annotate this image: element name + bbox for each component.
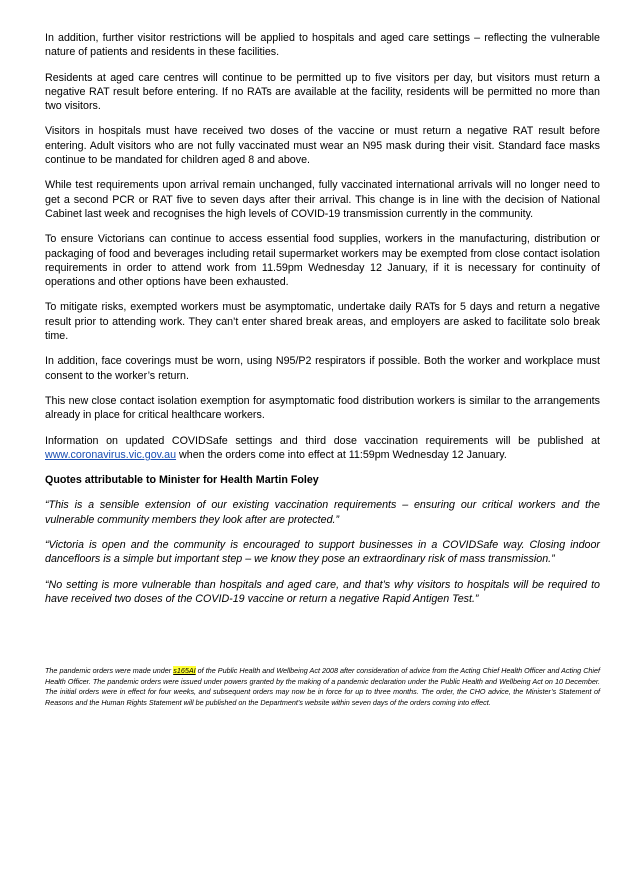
footnote-section-link[interactable]: s165AI xyxy=(173,666,196,675)
quote-dancefloors: “Victoria is open and the community is encouraged to support businesses in a COVIDSafe way. Closing indoor dancefloors is a simple but important step – we know they pose an extraordinary risk of mass transmission.” xyxy=(45,539,600,566)
paragraph-visitor-restrictions: In addition, further visitor restrictions will be applied to hospitals and aged care settings – reflecting the vulnerable nature of patients and residents in these facilities. xyxy=(45,32,600,59)
info-text-before: Information on updated COVIDSafe settings and third dose vaccination requirements will be published at xyxy=(45,434,600,447)
paragraph-aged-care: Residents at aged care centres will continue to be permitted up to five visitors per day, but visitors must return a negative RAT result before entering. If no RATs are available at the facility, residents will be permitted no more than two visitors. xyxy=(45,71,600,113)
info-text-after: when the orders come into effect at 11:59pm Wednesday 12 January. xyxy=(176,448,507,461)
footnote-text-after: of the Public Health and Wellbeing Act 2008 after consideration of advice from the Acting Chief Health Officer and Acting Chief Health Officer. The pandemic orders were issued under powers granted by the making of a pandemic declaration under the Public Health and Wellbeing Act on 10 December. The initial orders were in effect for four weeks, and subsequent orders may now be in force for up to three months. The order, the CHO advice, the Minister’s Statement of Reasons and the Human Rights Statement will be published on the Department’s website within seven days of the orders coming into effect. xyxy=(45,666,600,707)
paragraph-international-arrivals: While test requirements upon arrival remain unchanged, fully vaccinated international arrivals will no longer need to get a second PCR or RAT five to seven days after their arrival. This change is in line with the decision of National Cabinet last week and recognises the high levels of COVID-19 transmission currently in the community. xyxy=(45,179,600,220)
paragraph-hospital-visitors: Visitors in hospitals must have received two doses of the vaccine or must return a negative RAT result before entering. Adult visitors who are not fully vaccinated must wear an N95 mask during their visit. Standard face masks continue to be mandated for children aged 8 and above. xyxy=(45,125,600,167)
paragraph-information xyxy=(45,434,600,463)
coronavirus-website-link[interactable]: www.coronavirus.vic.gov.au xyxy=(45,448,177,461)
paragraph-exemption: This new close contact isolation exemption for asymptomatic food distribution workers is similar to the arrangements already in place for critical healthcare workers. xyxy=(45,394,600,422)
footnote xyxy=(45,666,600,708)
quotes-heading: Quotes attributable to Minister for Health Martin Foley xyxy=(45,474,319,487)
quote-hospitals: “No setting is more vulnerable than hospitals and aged care, and that’s why visitors to hospitals will be required to have received two doses of the COVID-19 vaccine or return a negative Rapid Antigen Test.” xyxy=(45,578,600,605)
footnote-text-before: The pandemic orders were made under xyxy=(45,666,174,675)
paragraph-food-workers: To ensure Victorians can continue to access essential food supplies, workers in the manufacturing, distribution or packaging of food and beverages including retail supermarket workers may be exempted from close contact isolation requirements in order to attend work from 11.59pm Wednesday 12 January, if it is necessary for continuity of operations and other options have been exhausted. xyxy=(45,233,600,289)
paragraph-face-coverings: In addition, face coverings must be worn, using N95/P2 respirators if possible. Both the worker and workplace must consent to the worker’s return. xyxy=(45,355,600,382)
document-page xyxy=(45,31,600,617)
quote-vaccination: “This is a sensible extension of our existing vaccination requirements – ensuring our critical workers and the vulnerable community members they look after are protected.” xyxy=(45,499,600,526)
paragraph-mitigate-risks: To mitigate risks, exempted workers must be asymptomatic, undertake daily RATs for 5 days and return a negative result prior to attending work. They can’t enter shared break areas, and employers are asked to facilitate solo break time. xyxy=(45,301,600,343)
